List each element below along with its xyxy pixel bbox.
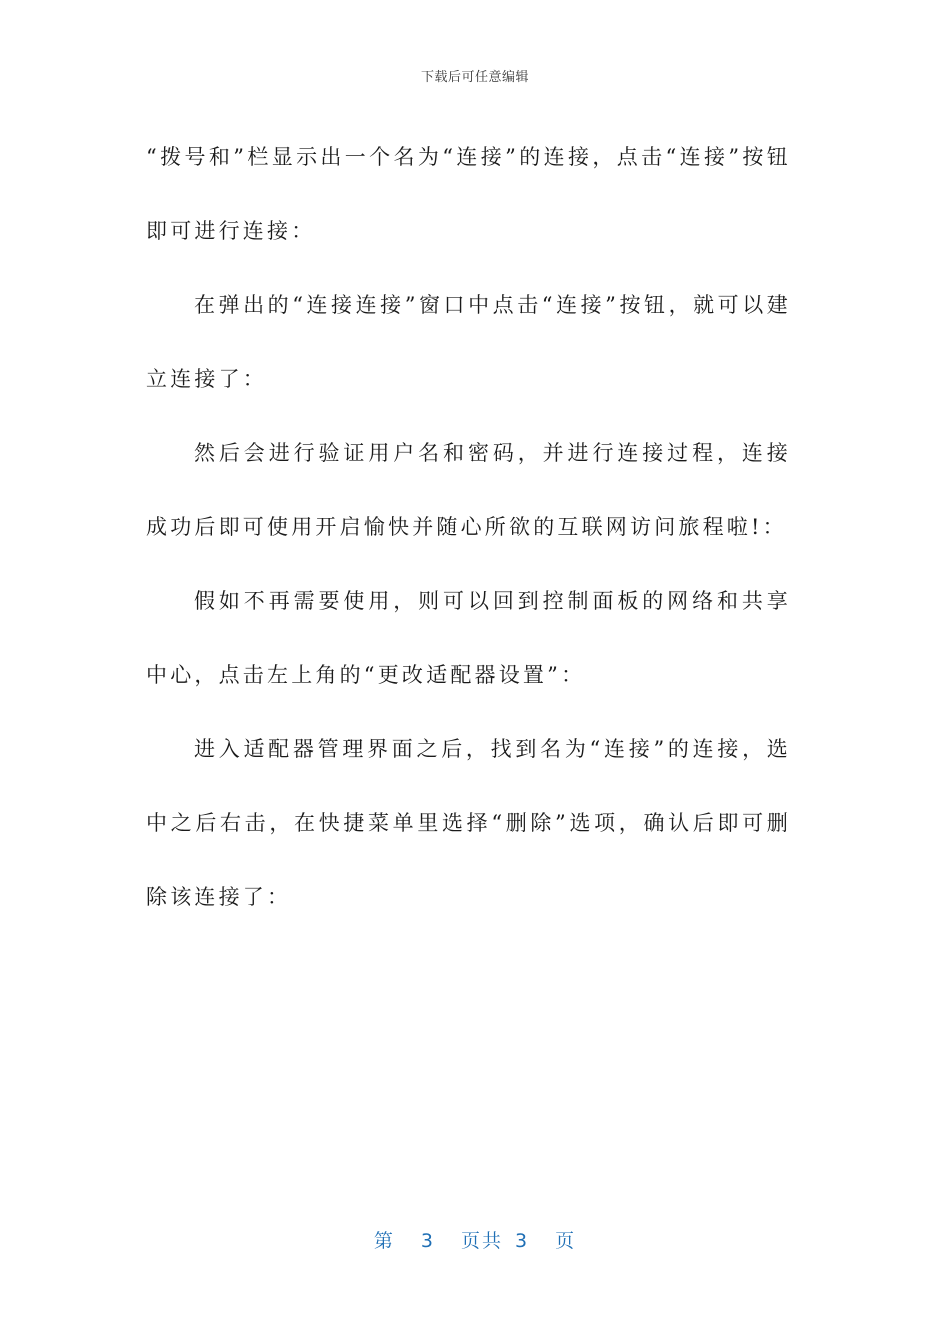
paragraph-1: “拨号和”栏显示出一个名为“连接”的连接，点击“连接”按钮即可进行连接： — [146, 145, 791, 243]
header-note: 下载后可任意编辑 — [420, 70, 529, 85]
footer-page-total: 3 — [515, 1230, 530, 1252]
paragraph-3: 然后会进行验证用户名和密码，并进行连接过程，连接成功后即可使用开启愉快并随心所欲的互联网访问旅程啦!： — [146, 441, 791, 539]
footer-page-number: 3 — [420, 1230, 435, 1252]
paragraph-5: 进入适配器管理界面之后，找到名为“连接”的连接，选中之后右击，在快捷菜单里选择“删除”选项，确认后即可删除该连接了： — [146, 737, 791, 909]
footer-suffix: 页 — [555, 1230, 577, 1252]
page-footer — [0, 1226, 950, 1253]
paragraph-4: 假如不再需要使用，则可以回到控制面板的网络和共享中心，点击左上角的“更改适配器设置”： — [146, 589, 791, 687]
paragraph-2: 在弹出的“连接连接”窗口中点击“连接”按钮，就可以建立连接了： — [146, 293, 791, 391]
footer-middle: 页共 — [460, 1230, 503, 1252]
footer-prefix: 第 — [373, 1230, 395, 1252]
document-body — [146, 120, 791, 934]
